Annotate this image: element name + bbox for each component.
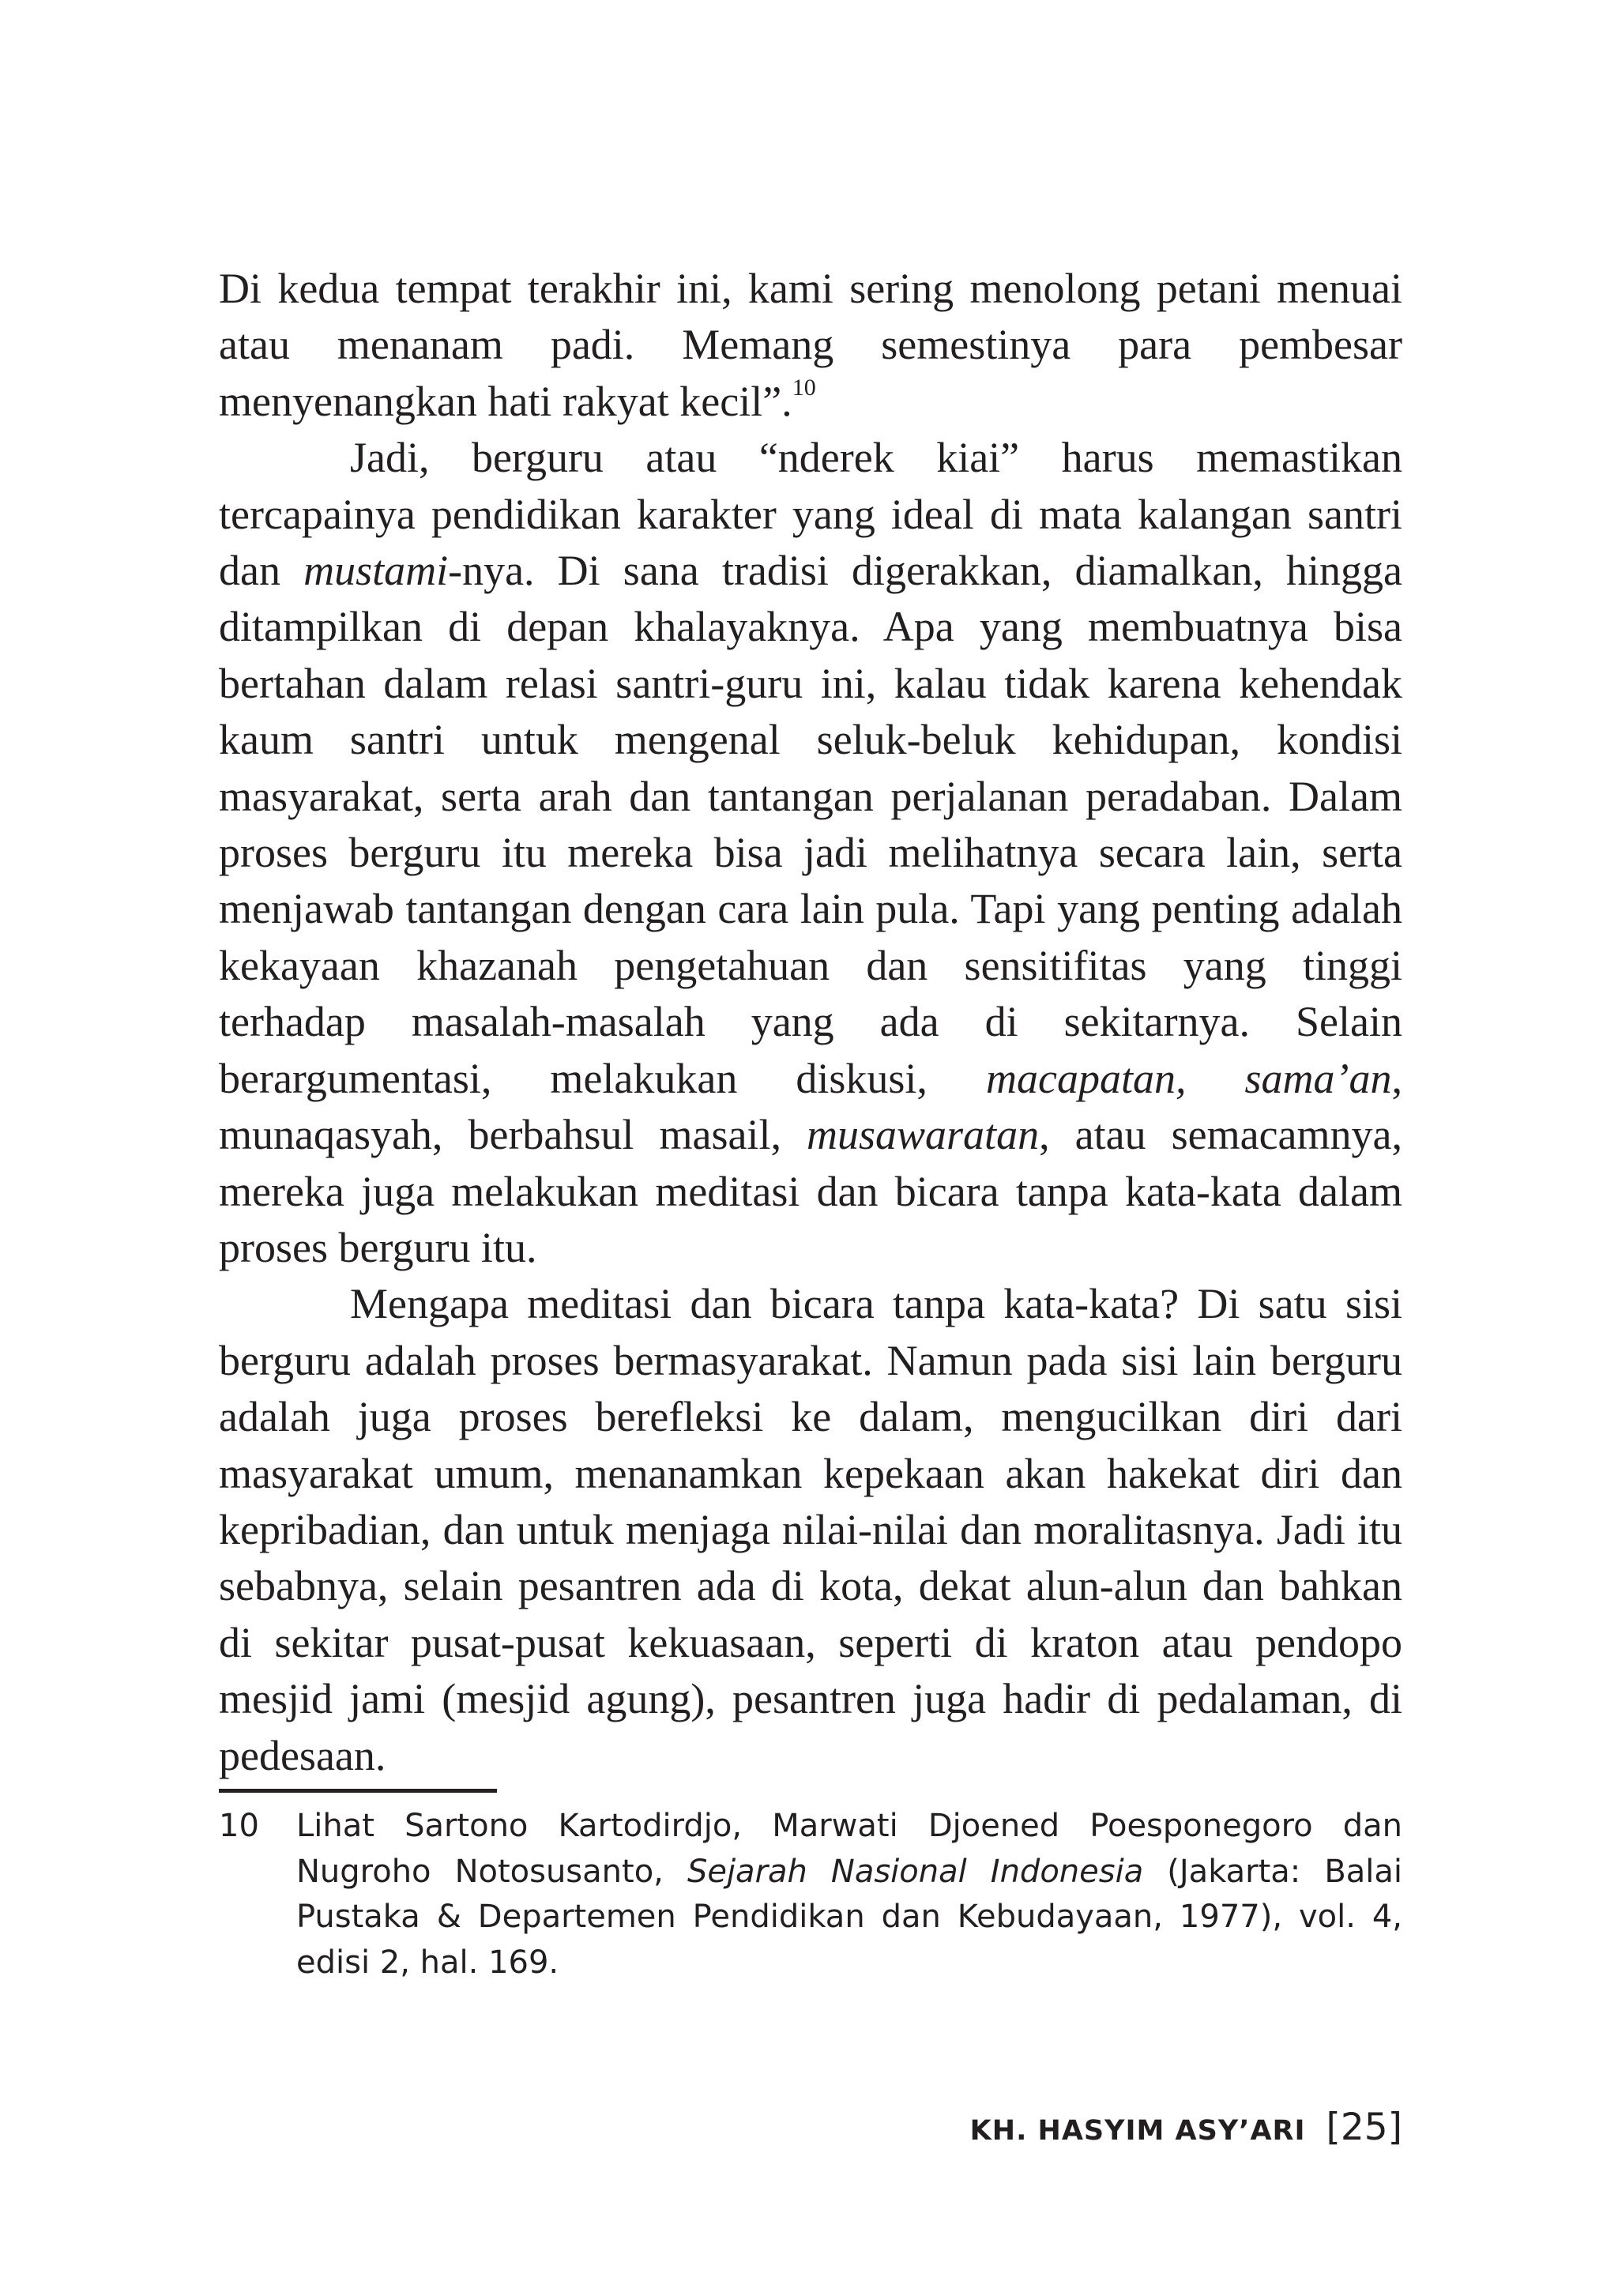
paragraph-text: Di kedua tempat terakhir ini, kami sering menolong petani menuai atau menanam padi. Memang semestinya para pembesar menyenangkan hati rakyat kecil”.: [219, 265, 1402, 425]
footnote-citation: (Jakarta: Balai Pustaka & Departemen Pendidikan dan Kebudayaan, 1977), vol. 4, edisi 2, hal. 169.: [296, 1853, 1403, 1981]
paragraph-text: Mengapa meditasi dan bicara tanpa kata-kata? Di satu sisi berguru adalah proses bermasyarakat. Namun pada sisi lain berguru adalah juga proses berefleksi ke dalam, mengucilkan diri dari masyarakat umum, menanamkan kepekaan akan hakekat diri dan kepribadian, dan untuk menjaga nilai-nilai dan moralitasnya. Jadi itu sebabnya, selain pesantren ada di kota, dekat alun-alun dan bahkan di sekitar pusat-pusat kekuasaan, seperti di kraton atau pendopo mesjid jami (mesjid agung), pesantren juga hadir di pedalaman, di pedesaan.: [219, 1280, 1402, 1779]
italic-term: mustami: [303, 547, 449, 595]
paragraph-continuation: [219, 261, 1402, 430]
paragraph-text: Jadi, berguru atau “nderek kiai” harus memastikan tercapainya pendidikan karakter yang ideal di mata kalangan santri dan: [219, 434, 1402, 595]
italic-term: macapatan, sama’an: [985, 1054, 1392, 1102]
footnote-text: [296, 1804, 1402, 1985]
footnote-divider: [219, 1789, 497, 1793]
footnote-book-title: Sejarah Nasional Indonesia: [687, 1853, 1144, 1890]
main-text: [219, 261, 1402, 1784]
footnote-number: 10: [219, 1808, 259, 1844]
paragraph-text: , atau semacamnya, mereka juga melakukan meditasi dan bicara tanpa kata-kata dalam proses berguru itu.: [219, 1111, 1402, 1271]
footnote-citation: Lihat Sartono Kartodirdjo, Marwati Djoened Poesponegoro dan Nugroho Notosusanto,: [296, 1808, 1402, 1890]
footnote-reference[interactable]: 10: [792, 374, 816, 401]
paragraph-text: -nya. Di sana tradisi digerakkan, diamalkan, hingga ditampilkan di depan khalayaknya. Apa yang membuatnya bisa bertahan dalam relasi santri-guru ini, kalau tidak karena kehendak kaum santri untuk mengenal seluk-beluk kehidupan, kondisi masyarakat, serta arah dan tantangan perjalanan peradaban. Dalam proses berguru itu mereka bisa jadi melihatnya secara lain, serta menjawab tantangan dengan cara lain pula. Tapi yang penting adalah kekayaan khazanah pengetahuan dan sensitifitas yang tinggi terhadap masalah-masalah yang ada di sekitarnya. Selain berargumentasi, melakukan diskusi,: [219, 547, 1402, 1102]
page-number: [25]: [1326, 2106, 1402, 2149]
paragraph-berguru: [219, 430, 1402, 1276]
footnote: [219, 1804, 1402, 1985]
paragraph-meditasi: [219, 1276, 1402, 1784]
italic-term: musawaratan: [807, 1111, 1040, 1159]
page-footer: [970, 2106, 1402, 2149]
paragraph-text: , munaqasyah, berbahsul masail,: [219, 1054, 1402, 1159]
running-head: KH. HASYIM ASY’ARI: [969, 2115, 1306, 2147]
